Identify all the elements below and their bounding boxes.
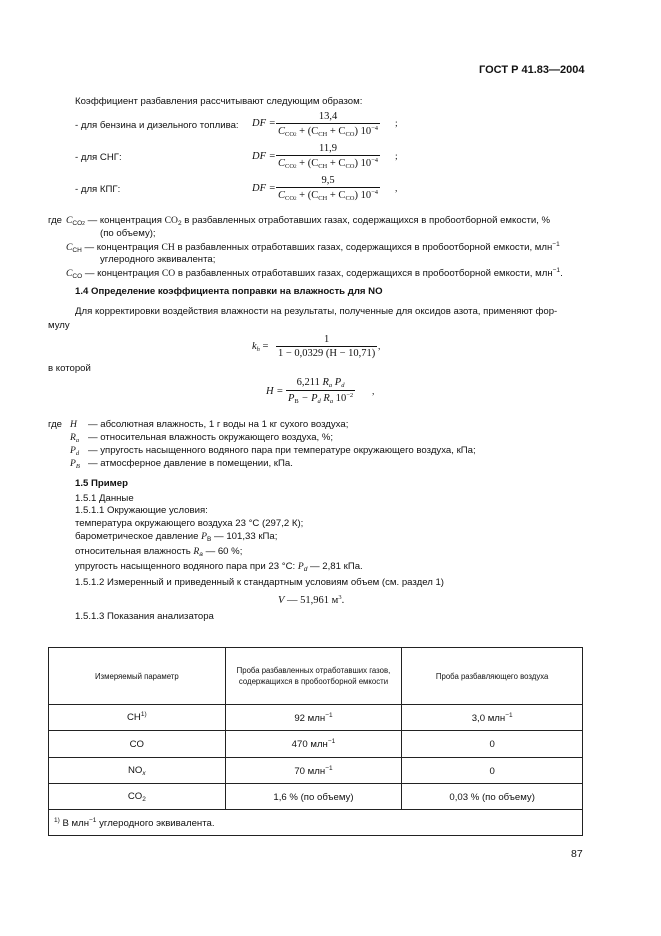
kh-lhs: $k_h$ = (252, 341, 269, 353)
fraction-numerator: 1 (324, 334, 330, 345)
sample-cell: 70 млн$^{-1}$ (225, 758, 402, 784)
formula-label: - для КПГ: (75, 184, 121, 195)
example-title: 1.5 Пример (75, 478, 128, 489)
document-code: ГОСТ Р 41.83—2004 (479, 64, 585, 76)
volume-value: V — 51,961 $м^3$. (278, 594, 345, 606)
where-label-2: где (48, 419, 63, 430)
example-l5: относительная влажность $R_a$ — 60 %; (75, 546, 243, 558)
formula-label: - для СНГ: (75, 152, 122, 163)
def-c-co2-cont: (по объему); (100, 228, 156, 239)
def-c-ch: $C_{CH}$ — концентрация CH в разбавленных отработавших газах, содержащихся в пробоотборной емкости, млн$^{-1}$ (66, 241, 560, 254)
table-row (49, 758, 583, 784)
formula-tail: , (372, 386, 375, 397)
param-cell: CO (49, 731, 226, 758)
header-cell: Измеряемый параметр (49, 648, 226, 705)
fraction-numerator: 6,211 $R_a$ $P_d$ (296, 377, 345, 389)
fraction-numerator: 11,9 (319, 143, 337, 154)
param-cell: CH$^{1)}$ (49, 705, 226, 731)
page-number: 87 (571, 848, 583, 860)
param-cell: $CO_2$ (49, 784, 226, 810)
table-footnote-row (49, 810, 583, 836)
table-row (49, 784, 583, 810)
example-l6: упругость насыщенного водяного пара при 23 °С: $P_d$ — 2,81 кПа. (75, 561, 363, 573)
fraction-denominator: $C_{CO2} + (C_{CH} + C_{CO})$ $10^{-4}$ (278, 189, 379, 202)
kh-fraction (276, 334, 377, 359)
air-cell: 0,03 % (по объему) (402, 784, 583, 810)
formula-lhs: DF = (252, 118, 276, 129)
def-c-ch-cont: углеродного эквивалента; (100, 254, 216, 265)
section-1-4-title: 1.4 Определение коэффициента поправки на влажность для NO (75, 286, 383, 297)
section-1-4-para-cont: мулу (48, 320, 70, 331)
def-ra: $R_a$ — относительная влажность окружающего воздуха, %; (70, 432, 334, 444)
air-cell: 0 (402, 731, 583, 758)
example-l8: 1.5.1.3 Показания анализатора (75, 611, 214, 622)
def-c-co2: $C_{CO2}$ — концентрация $CO_2$ в разбавленных отработавших газах, содержащихся в пробоотборной емкости, % (66, 215, 551, 227)
example-l1: 1.5.1 Данные (75, 493, 134, 504)
h-fraction (286, 377, 355, 405)
param-cell: $NO_x$ (49, 758, 226, 784)
sample-cell: 92 млн$^{-1}$ (225, 705, 402, 731)
fraction-denominator: 1 − 0,0329 (H − 10,71) (278, 348, 376, 359)
in-which-label: в которой (48, 363, 91, 374)
df-fraction (276, 175, 380, 202)
formula-label: - для бензина и дизельного топлива: (75, 120, 239, 131)
formula-tail: , (395, 183, 398, 194)
def-pd: $P_d$ — упругость насыщенного водяного пара при температуре окружающего воздуха, кПа; (70, 445, 476, 457)
example-l2: 1.5.1.1 Окружающие условия: (75, 505, 208, 516)
fraction-denominator: $P_B - P_d$ $R_a$ $10^{-2}$ (288, 392, 354, 405)
air-cell: 3,0 млн$^{-1}$ (402, 705, 583, 731)
def-h: H — абсолютная влажность, 1 г воды на 1 кг сухого воздуха; (70, 419, 349, 430)
section-1-4-para: Для корректировки воздействия влажности на результаты, полученные для оксидов азота, применяют фор- (75, 306, 558, 317)
h-lhs: H = (266, 386, 284, 397)
air-cell: 0 (402, 758, 583, 784)
table-footnote: $^{1)}$ В млн$^{-1}$ углеродного эквивалента. (49, 810, 583, 836)
sample-cell: 470 млн$^{-1}$ (225, 731, 402, 758)
where-label: где (48, 215, 63, 226)
table-row (49, 731, 583, 758)
df-fraction (276, 143, 380, 170)
formula-lhs: DF = (252, 183, 276, 194)
header-cell: Проба разбавляющего воздуха (402, 648, 583, 705)
fraction-numerator: 13,4 (318, 111, 338, 122)
example-l3: температура окружающего воздуха 23 °С (297,2 К); (75, 518, 304, 529)
df-fraction (276, 111, 380, 138)
table-row (49, 705, 583, 731)
table-header-row (49, 648, 583, 705)
fraction-denominator: $C_{CO2} + (C_{CH} + C_{CO})$ $10^{-4}$ (278, 125, 379, 138)
header-cell: Проба разбавленных отработавших газов, содержащихся в пробоотборной емкости (225, 648, 402, 705)
example-l7: 1.5.1.2 Измеренный и приведенный к стандартным условиям объем (см. раздел 1) (75, 577, 445, 588)
analyzer-readings-table (48, 647, 583, 836)
def-c-co: $C_{CO}$ — концентрация CO в разбавленных отработавших газах, содержащихся в пробоотборной емкости, млн$^{-1}$. (66, 267, 563, 280)
fraction-numerator: 9,5 (321, 175, 335, 186)
formula-lhs: DF = (252, 151, 276, 162)
def-pb: $P_B$ — атмосферное давление в помещении, кПа. (70, 458, 293, 470)
formula-tail: , (378, 341, 381, 352)
fraction-denominator: $C_{CO2} + (C_{CH} + C_{CO})$ $10^{-4}$ (278, 157, 379, 170)
formula-tail: ; (395, 118, 398, 129)
intro-text: Коэффициент разбавления рассчитывают следующим образом: (75, 96, 363, 107)
example-l4: барометрическое давление $P_B$ — 101,33 кПа; (75, 531, 278, 543)
formula-tail: ; (395, 151, 398, 162)
sample-cell: 1,6 % (по объему) (225, 784, 402, 810)
